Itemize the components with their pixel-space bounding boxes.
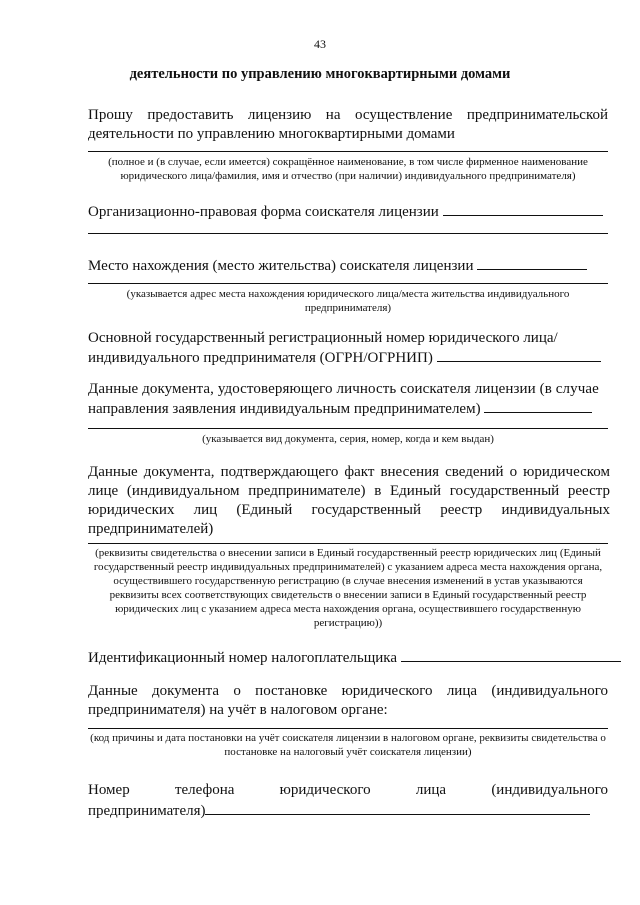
phone-label-2: предпринимателя) (88, 803, 206, 819)
legal-form-label: Организационно-правовая форма соискателя лицензии (88, 204, 439, 220)
register-line[interactable] (88, 543, 608, 544)
phone-field[interactable] (205, 800, 590, 815)
tax-doc-label: Данные документа о постановке юридического лица (индивидуального предпринимателя) на учёт в налоговом органе: (88, 683, 608, 718)
legal-form-field[interactable] (443, 201, 603, 216)
name-line[interactable] (88, 151, 608, 152)
ogrn-row (88, 347, 608, 368)
note-id-doc: (указывается вид документа, серия, номер, когда и кем выдан) (202, 433, 494, 445)
id-doc-label-1: Данные документа, удостоверяющего личность соискателя лицензии (в случае (88, 381, 599, 397)
register-label: Данные документа, подтверждающего факт внесения сведений о юридическом лице (индивидуальном предпринимателе) в Единый государственный реестр юридических лиц (Единый государственный реестр индивидуальных предпринимателей) (88, 464, 610, 537)
legal-form-line-2[interactable] (88, 233, 608, 234)
phone-label-1: Номер телефона юридического лица (индивидуального (88, 782, 608, 798)
page-number: 43 (314, 37, 326, 51)
tax-doc-line[interactable] (88, 728, 608, 729)
inn-row (88, 647, 608, 668)
id-doc-field[interactable] (484, 398, 592, 413)
request-text: Прошу предоставить лицензию на осуществление предпринимательской деятельности по управлению многоквартирными домами (88, 107, 608, 142)
ogrn-field[interactable] (437, 347, 601, 362)
note-name: (полное и (в случае, если имеется) сокращённое наименование, в том числе фирменное наименование юридического лица/фамилия, имя и отчество (при наличии) индивидуального предпринимателя) (108, 156, 588, 182)
location-field[interactable] (477, 255, 587, 270)
page-heading: деятельности по управлению многоквартирными домами (129, 66, 511, 82)
note-location: (указывается адрес места нахождения юридического лица/места жительства индивидуального предпринимателя) (126, 288, 570, 314)
location-line-2[interactable] (88, 283, 608, 284)
ogrn-label-1: Основной государственный регистрационный номер юридического лица/ (88, 330, 558, 346)
id-doc-label-2: направления заявления индивидуальным предпринимателем) (88, 401, 481, 417)
note-tax: (код причины и дата постановки на учёт соискателя лицензии в налоговом органе, реквизиты свидетельства о постановке на налоговый учёт соискателя лицензии) (90, 732, 606, 758)
inn-field[interactable] (401, 647, 621, 662)
legal-form-row (88, 201, 608, 222)
phone-row (88, 800, 608, 821)
inn-label: Идентификационный номер налогоплательщика (88, 650, 398, 666)
note-register: (реквизиты свидетельства о внесении записи в Единый государственный реестр юридических лиц (Единый государственный реестр индивидуальных предпринимателей) с указанием адреса места нахождения органа, осуществившего государственную регистрацию (в случае внесения изменений в устав указываются реквизиты всех соответствующих свидетельств о внесении записи в Единый государственный реестр юридических лиц с указанием адреса места нахождения органа, осуществившего государственную регистрацию)) (93, 547, 603, 629)
ogrn-label-2: индивидуального предпринимателя (ОГРН/ОГРНИП) (88, 350, 433, 366)
id-doc-line-2[interactable] (88, 428, 608, 429)
id-doc-row (88, 398, 608, 419)
location-label: Место нахождения (место жительства) соискателя лицензии (88, 258, 474, 274)
location-row (88, 255, 608, 276)
